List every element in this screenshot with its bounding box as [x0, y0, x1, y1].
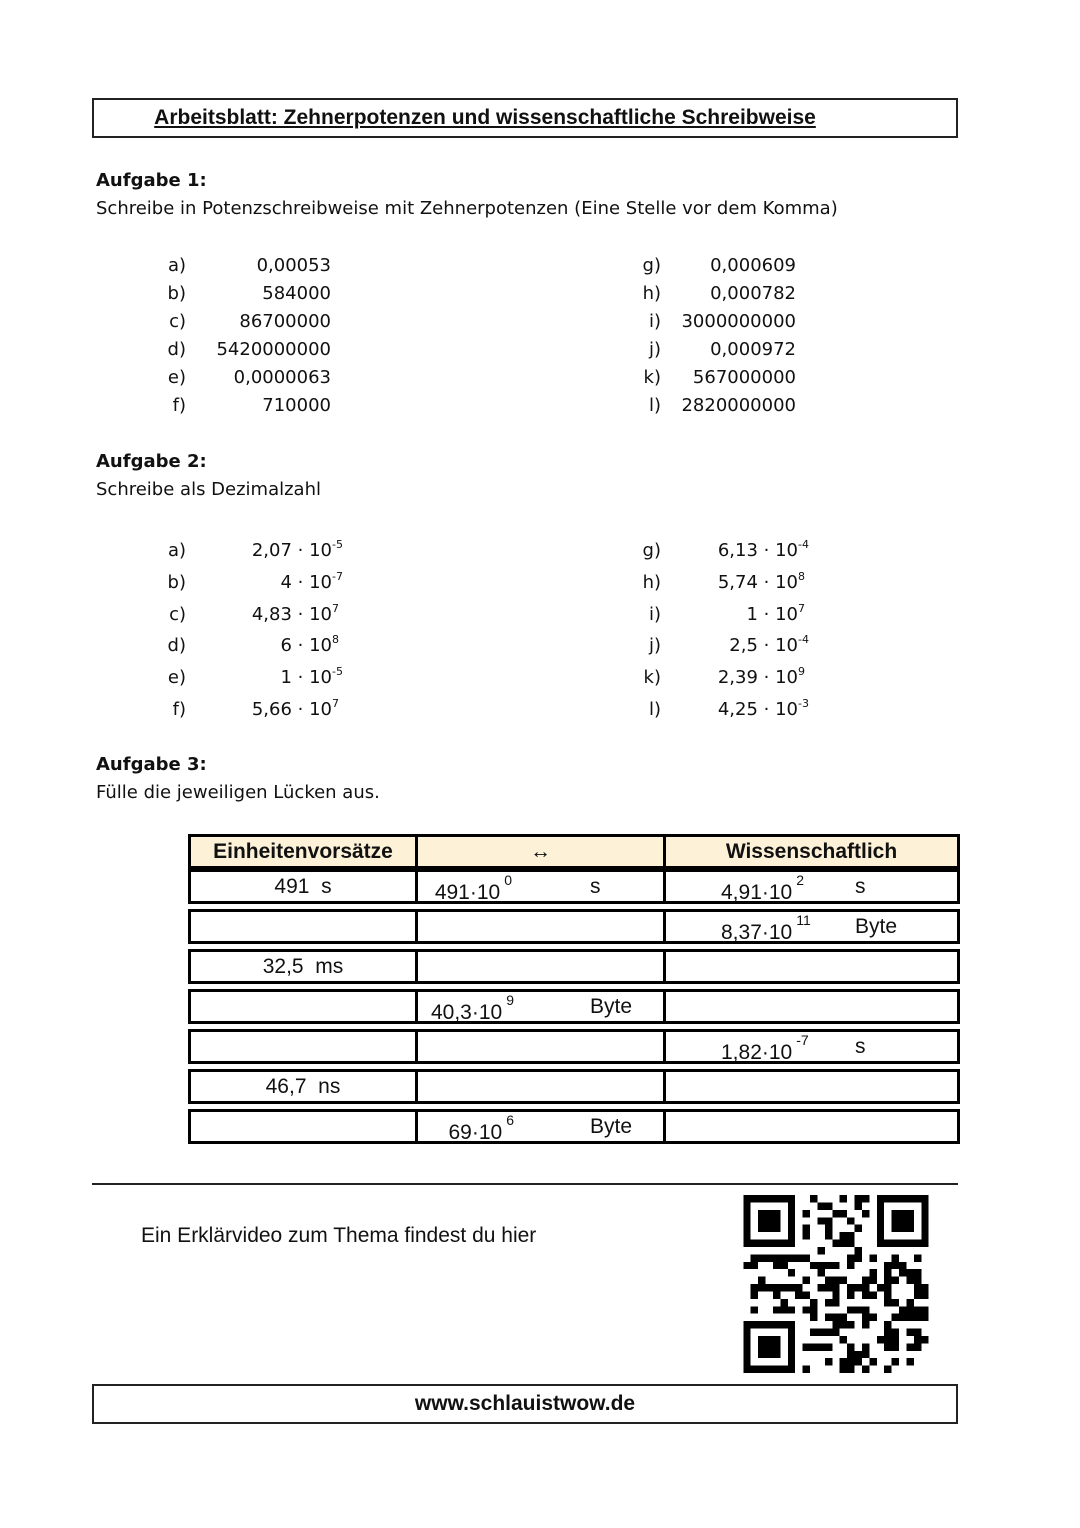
- video-hint: Ein Erklärvideo zum Thema findest du hier: [141, 1224, 537, 1247]
- mantissa: 2,39 · 10: [717, 667, 798, 689]
- item-value: 584000: [262, 283, 331, 304]
- item-label: j): [648, 635, 661, 657]
- item-label: g): [642, 255, 661, 276]
- power-value: [510, 912, 514, 947]
- exponent: -3: [798, 697, 809, 710]
- scientific-exponent: -7: [796, 1032, 809, 1048]
- item-label: b): [167, 571, 186, 593]
- item-label: e): [167, 667, 186, 689]
- mantissa: 2,5 · 10: [729, 635, 798, 657]
- item-label: k): [643, 667, 661, 689]
- item-value: 0,00053: [256, 255, 331, 276]
- power-expression: [670, 599, 816, 631]
- power-expression: [200, 599, 350, 631]
- scientific-mantissa: 8,37·10: [721, 921, 793, 944]
- prefix-cell[interactable]: [188, 1069, 418, 1104]
- scientific-unit: s: [855, 875, 866, 898]
- prefix-cell[interactable]: [188, 989, 418, 1024]
- scientific-unit: s: [855, 1035, 866, 1058]
- item-label: g): [642, 540, 661, 561]
- item-value: 0,000972: [710, 339, 796, 360]
- item-label: j): [648, 339, 661, 360]
- table-row: [188, 869, 960, 904]
- power-cell[interactable]: [415, 989, 666, 1024]
- scientific-cell[interactable]: [663, 869, 960, 904]
- aufgabe3-instruction: Fülle die jeweiligen Lücken aus.: [96, 782, 380, 803]
- exponent: -5: [332, 538, 343, 551]
- prefix-cell[interactable]: [188, 949, 418, 984]
- header-arrow: ↔: [415, 834, 666, 869]
- exponent: 7: [332, 601, 339, 615]
- item-value: 86700000: [239, 311, 331, 332]
- power-expression: [200, 567, 350, 599]
- power-expression: [670, 535, 816, 567]
- mantissa: 4 · 10: [280, 571, 332, 593]
- aufgabe3-heading: Aufgabe 3:: [96, 754, 207, 775]
- exponent: -4: [798, 538, 809, 551]
- table-row: [188, 1029, 960, 1064]
- power-expression: [200, 535, 350, 567]
- power-expression: [670, 662, 816, 694]
- table-row: [188, 1069, 960, 1104]
- item-label: a): [167, 540, 186, 561]
- scientific-mantissa: 4,91·10: [721, 881, 793, 904]
- header-einheitenvorsaetze: Einheitenvorsätze: [188, 834, 418, 869]
- power-cell[interactable]: [415, 909, 666, 944]
- exponent: 7: [332, 697, 339, 710]
- power-mantissa: 491·10: [434, 881, 501, 904]
- header-wissenschaftlich: Wissenschaftlich: [663, 834, 960, 869]
- exponent: 8: [798, 569, 805, 583]
- mantissa: 6,13 · 10: [717, 540, 798, 561]
- item-label: k): [643, 367, 661, 388]
- power-exponent: 6: [506, 1112, 514, 1128]
- prefix-cell[interactable]: [188, 1029, 418, 1064]
- mantissa: 4,25 · 10: [717, 699, 798, 720]
- item-label: a): [167, 255, 186, 276]
- item-value: 0,0000063: [233, 367, 331, 388]
- item-label: d): [167, 635, 186, 657]
- scientific-unit: Byte: [855, 915, 898, 938]
- item-label: h): [642, 283, 661, 304]
- item-label: f): [172, 699, 186, 720]
- table-row: [188, 909, 960, 944]
- power-expression: [670, 630, 816, 662]
- item-label: c): [169, 311, 186, 332]
- aufgabe2-instruction: Schreibe als Dezimalzahl: [96, 479, 321, 500]
- power-exponent: 0: [504, 872, 512, 888]
- aufgabe2-heading: Aufgabe 2:: [96, 451, 207, 472]
- worksheet-title: Arbeitsblatt: Zehnerpotenzen und wissenschaftliche Schreibweise: [154, 106, 816, 129]
- exponent: 9: [798, 665, 805, 679]
- aufgabe1-instruction: Schreibe in Potenzschreibweise mit Zehnerpotenzen (Eine Stelle vor dem Komma): [96, 198, 838, 219]
- item-value: 567000000: [692, 367, 796, 388]
- item-label: i): [648, 311, 661, 332]
- power-value: [510, 1072, 514, 1107]
- item-value: 3000000000: [681, 311, 796, 332]
- scientific-mantissa: 1,82·10: [721, 1041, 793, 1064]
- footer-box: [92, 1384, 958, 1424]
- table-row: [188, 1109, 960, 1144]
- exponent: 7: [798, 601, 805, 615]
- power-cell[interactable]: [415, 1029, 666, 1064]
- power-cell[interactable]: [415, 1109, 666, 1144]
- power-unit: Byte: [590, 995, 633, 1018]
- item-label: l): [648, 395, 661, 416]
- mantissa: 5,66 · 10: [251, 699, 332, 720]
- scientific-value: [721, 1032, 809, 1067]
- exponent: -5: [332, 665, 343, 679]
- scientific-value: [721, 952, 725, 987]
- item-value: 710000: [262, 395, 331, 416]
- scientific-exponent: 2: [796, 872, 805, 888]
- item-label: d): [167, 339, 186, 360]
- table-row: [188, 949, 960, 984]
- item-value: 0,000609: [710, 255, 796, 276]
- scientific-value: [721, 992, 725, 1027]
- power-value: [510, 952, 514, 987]
- prefix-cell[interactable]: [188, 869, 418, 904]
- exponent: -7: [332, 569, 343, 583]
- scientific-cell[interactable]: [663, 1069, 960, 1104]
- scientific-exponent: 11: [796, 912, 811, 928]
- mantissa: 1 · 10: [280, 667, 332, 689]
- power-cell[interactable]: [415, 1069, 666, 1104]
- exponent: -4: [798, 633, 809, 647]
- item-label: h): [642, 571, 661, 593]
- mantissa: 2,07 · 10: [251, 540, 332, 561]
- table-header-row: [188, 834, 960, 869]
- item-value: 2820000000: [681, 395, 796, 416]
- item-label: i): [648, 603, 661, 625]
- aufgabe1-heading: Aufgabe 1:: [96, 170, 207, 191]
- item-value: 5420000000: [216, 339, 331, 360]
- power-cell[interactable]: [415, 869, 666, 904]
- power-exponent: 9: [506, 992, 514, 1008]
- scientific-value: [721, 912, 811, 947]
- power-value: [431, 992, 514, 1027]
- scientific-cell[interactable]: [663, 949, 960, 984]
- item-label: f): [172, 395, 186, 416]
- item-label: b): [167, 283, 186, 304]
- mantissa: 5,74 · 10: [717, 571, 798, 593]
- power-cell[interactable]: [415, 949, 666, 984]
- scientific-value: [721, 1072, 725, 1107]
- divider-line: [92, 1183, 958, 1185]
- prefix-value: 46,7 ns: [265, 1075, 341, 1098]
- power-value: [435, 872, 512, 907]
- power-expression: [200, 694, 350, 726]
- power-expression: [200, 662, 350, 694]
- power-mantissa: 40,3·10: [430, 1001, 503, 1024]
- scientific-cell[interactable]: [663, 1029, 960, 1064]
- footer-url[interactable]: www.schlauistwow.de: [414, 1392, 636, 1415]
- power-expression: [670, 694, 816, 726]
- power-value: [448, 1112, 514, 1147]
- item-label: c): [169, 603, 186, 625]
- qr-code-icon[interactable]: [743, 1195, 929, 1373]
- mantissa: 4,83 · 10: [251, 603, 332, 625]
- table-row: [188, 989, 960, 1024]
- power-expression: [200, 630, 350, 662]
- power-expression: [670, 567, 816, 599]
- scientific-cell[interactable]: [663, 909, 960, 944]
- power-mantissa: 69·10: [448, 1121, 503, 1144]
- prefix-cell[interactable]: [188, 909, 418, 944]
- scientific-cell[interactable]: [663, 1109, 960, 1144]
- scientific-cell[interactable]: [663, 989, 960, 1024]
- power-value: [510, 1032, 514, 1067]
- prefix-value: 491 s: [274, 875, 332, 898]
- mantissa: 1 · 10: [746, 603, 798, 625]
- scientific-value: [721, 1112, 725, 1147]
- title-box: [92, 98, 958, 138]
- scientific-value: [721, 872, 804, 907]
- exponent: 8: [332, 633, 339, 647]
- power-unit: Byte: [590, 1115, 633, 1138]
- item-label: e): [167, 367, 186, 388]
- power-unit: s: [590, 875, 601, 898]
- mantissa: 6 · 10: [280, 635, 332, 657]
- prefix-cell[interactable]: [188, 1109, 418, 1144]
- item-label: l): [648, 699, 661, 720]
- item-value: 0,000782: [710, 283, 796, 304]
- prefix-value: 32,5 ms: [262, 955, 344, 978]
